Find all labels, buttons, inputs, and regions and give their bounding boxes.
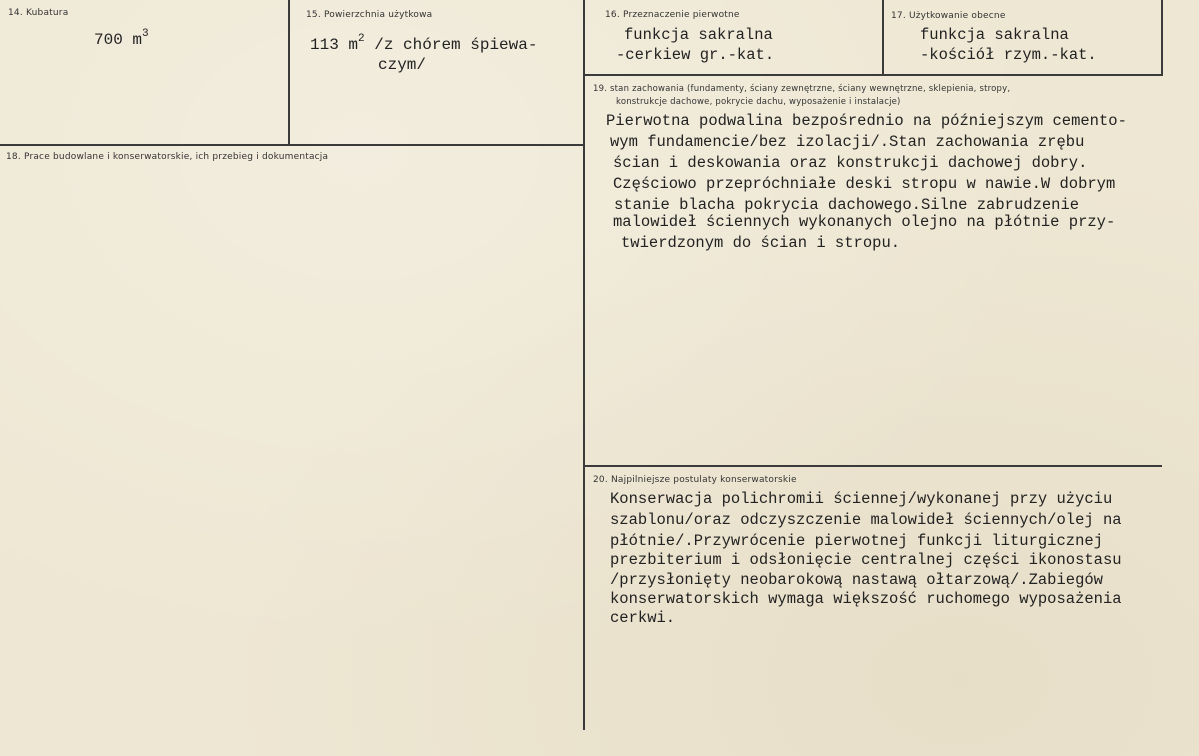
postulaty-line: cerkwi. — [610, 609, 676, 627]
uzytkowanie-line1: funkcja sakralna — [920, 26, 1069, 44]
stan-zachowania-label-line2: konstrukcje dachowe, pokrycie dachu, wyposażenie i instalacje) — [616, 97, 901, 107]
przeznaczenie-line2: -cerkiew gr.-kat. — [616, 46, 775, 64]
postulaty-line: płótnie/.Przywrócenie pierwotnej funkcji liturgicznej — [610, 532, 1103, 550]
stan-line: stanie blacha pokrycia dachowego.Silne zabrudzenie — [614, 196, 1080, 214]
rule-top-row-bottom-right — [584, 74, 1162, 76]
przeznaczenie-label: 16. Przeznaczenie pierwotne — [605, 10, 740, 20]
stan-line: wym fundamencie/bez izolacji/.Stan zachowania zrębu — [610, 133, 1085, 151]
uzytkowanie-label: 17. Użytkowanie obecne — [891, 11, 1006, 21]
stan-line: malowideł ściennych wykonanych olejno na płótnie przy- — [613, 213, 1116, 231]
prace-budowlane-label: 18. Prace budowlane i konserwatorskie, ich przebieg i dokumentacja — [6, 152, 329, 162]
stan-line: Częściowo przepróchniałe deski stropu w nawie.W dobrym — [613, 175, 1116, 193]
powierzchnia-value: 113 $m^2$ /z chórem śpiewa- — [310, 33, 538, 54]
postulaty-line: prezbiterium i odsłonięcie centralnej części ikonostasu — [610, 551, 1122, 569]
kubatura-value: 700 $m^3$ — [94, 28, 149, 49]
przeznaczenie-line1: funkcja sakralna — [624, 26, 773, 44]
postulaty-line: konserwatorskich wymaga większość ruchomego wyposażenia — [610, 590, 1122, 608]
stan-line: Pierwotna podwalina bezpośrednio na późniejszym cemento- — [606, 112, 1127, 130]
rule-top-row-bottom-left — [0, 144, 584, 146]
rule-divider-14-15 — [288, 0, 290, 145]
powierzchnia-value-line2: czym/ — [378, 56, 427, 74]
powierzchnia-label: 15. Powierzchnia użytkowa — [306, 10, 433, 20]
rule-19-20-divider — [584, 465, 1162, 467]
stan-line: ścian i deskowania oraz konstrukcji dachowej dobry. — [613, 154, 1088, 172]
rule-right-border — [1161, 0, 1163, 76]
uzytkowanie-line2: -kościół rzym.-kat. — [920, 46, 1097, 64]
stan-zachowania-label-line1: 19. stan zachowania (fundamenty, ściany zewnętrzne, ściany wewnętrzne, sklepienia, stropy, — [593, 84, 1011, 94]
kubatura-label: 14. Kubatura — [8, 8, 69, 18]
postulaty-line: /przysłonięty neobarokową nastawą ołtarzową/.Zabiegów — [610, 571, 1103, 589]
stan-line: twierdzonym do ścian i stropu. — [621, 234, 901, 252]
postulaty-line: szablonu/oraz odczyszczenie malowideł ściennych/olej na — [610, 511, 1122, 529]
rule-divider-16-17 — [882, 0, 884, 75]
postulaty-line: Konserwacja polichromii ściennej/wykonanej przy użyciu — [610, 490, 1113, 508]
rule-main-vertical — [583, 0, 585, 730]
postulaty-label: 20. Najpilniejsze postulaty konserwatorskie — [593, 475, 797, 485]
